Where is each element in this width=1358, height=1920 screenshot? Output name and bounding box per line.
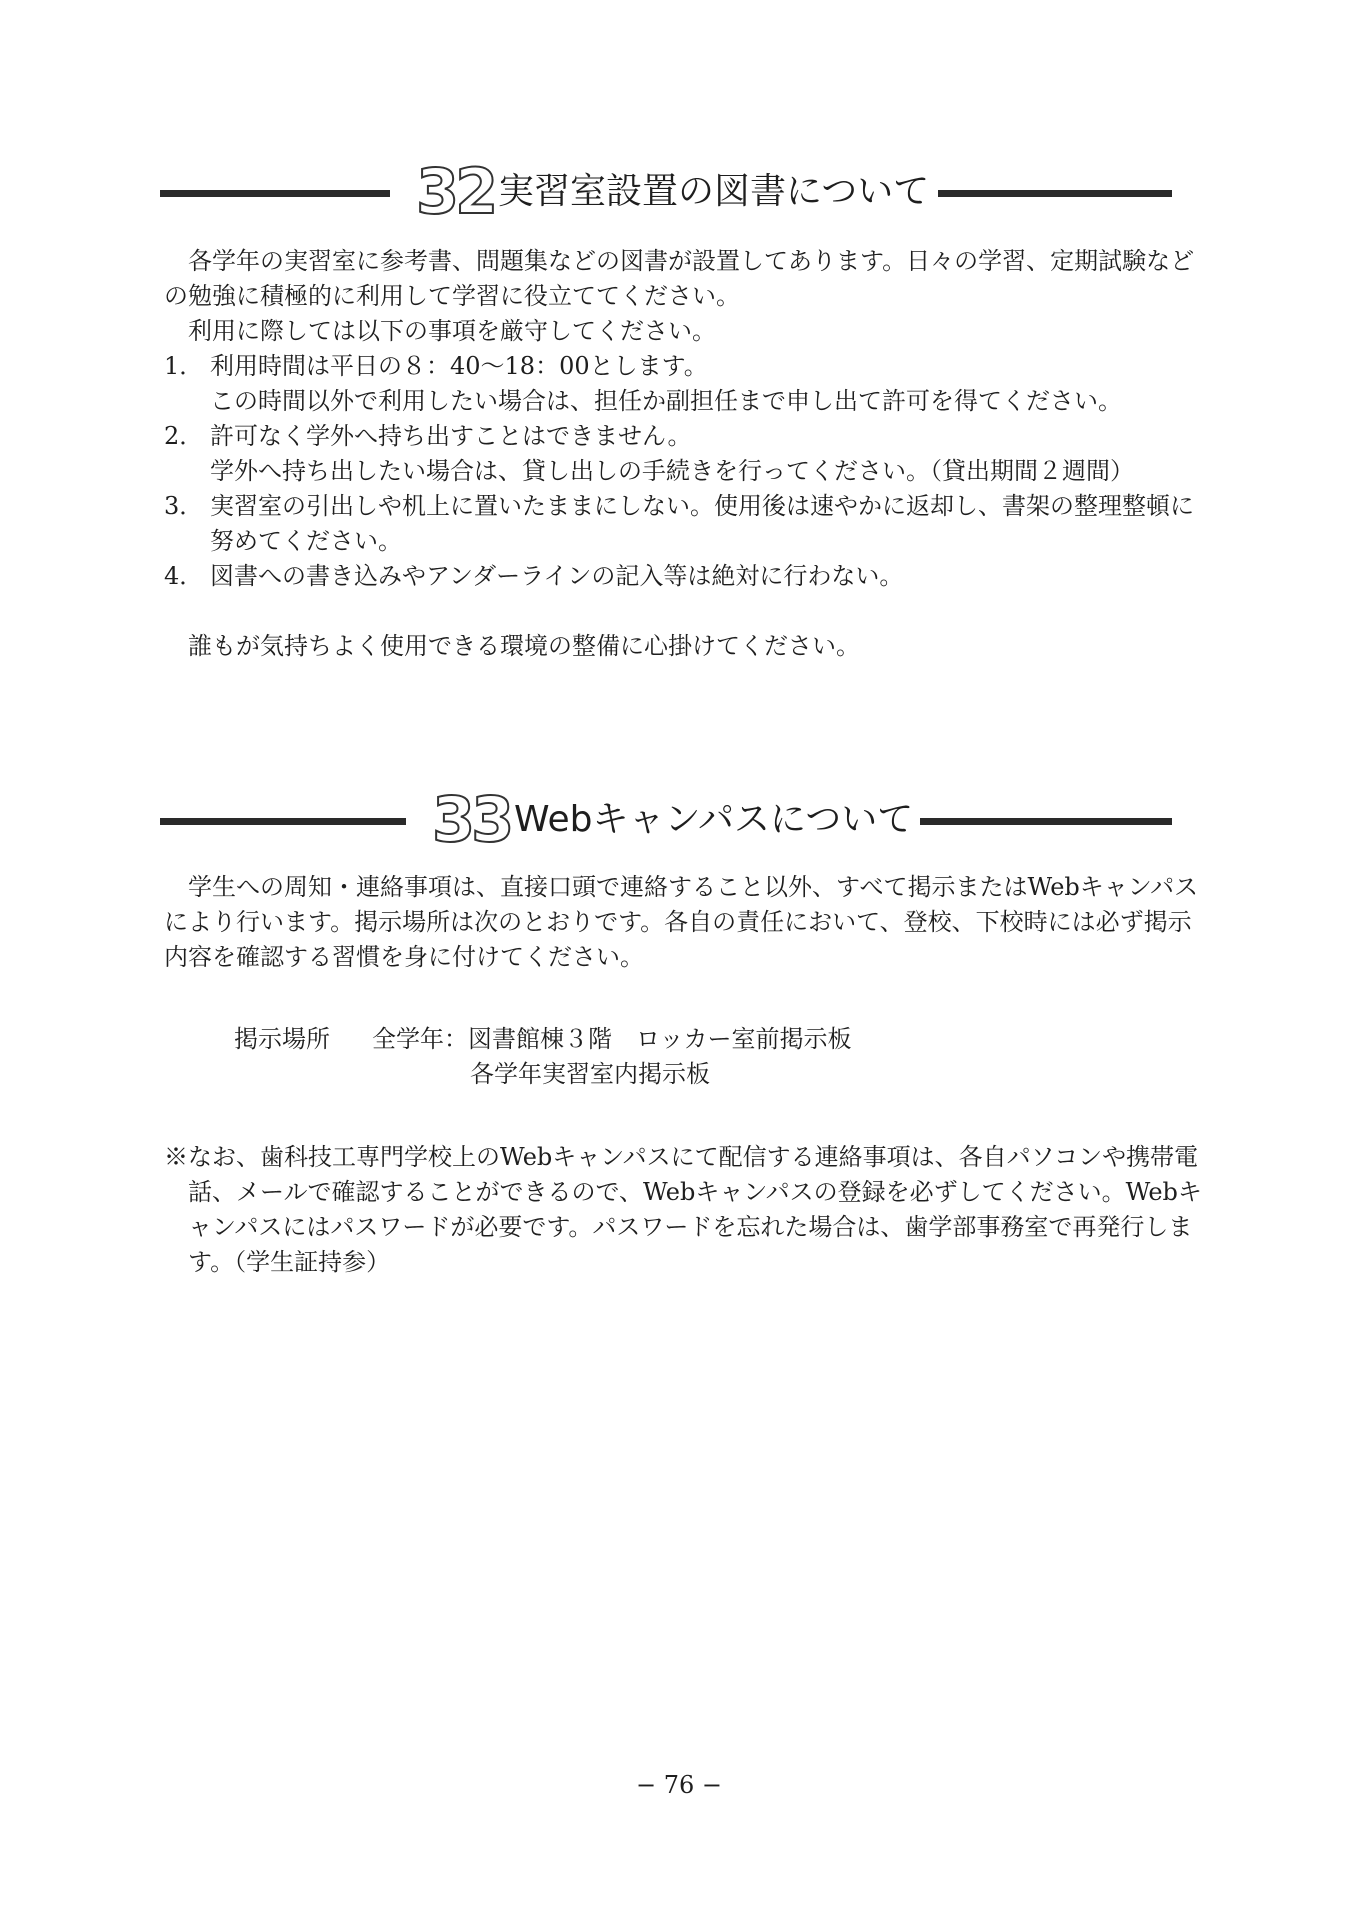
closing-line: 誰もが気持ちよく使用できる環境の整備に心掛けてください。 [188,632,860,660]
list-item [164,349,1174,384]
heading-rule-left [160,818,406,825]
list-text: 実習室の引出しや机上に置いたままにしない。使用後は速やかに返却し、書架の整理整頓に [210,492,1194,520]
list-continuation: 学外へ持ち出したい場合は、貸し出しの手続きを行ってください。（貸出期間２週間） [210,457,1134,485]
note-line: ※なお、歯科技工専門学校上のWebキャンパスにて配信する連絡事項は、各自パソコンや携帯電 [164,1143,1199,1171]
section-title: Webキャンパスについて [514,799,914,840]
section-number: 32 [416,155,495,228]
list-item [164,419,1174,454]
section-number: 33 [432,783,511,856]
section-32-heading [160,150,1172,240]
list-text: 図書への書き込みやアンダーラインの記入等は絶対に行わない。 [210,562,904,590]
heading-rule-right [938,190,1172,197]
note-block [164,1140,1202,1280]
board-label: 掲示場所 [234,1025,330,1053]
list-text: 許可なく学外へ持ち出すことはできません。 [210,422,692,450]
section-33-heading [160,778,1172,868]
list-number: 2． [164,422,204,450]
body-line: 利用に際しては以下の事項を厳守してください。 [188,317,716,345]
list-number: 3． [164,492,204,520]
list-continuation: この時間以外で利用したい場合は、担任か副担任まで申し出て許可を得てください。 [210,387,1122,415]
list-number: 4． [164,562,204,590]
list-item [164,559,1174,594]
note-line: す。（学生証持参） [188,1248,391,1276]
list-continuation: 努めてください。 [210,527,402,555]
section-33-body [164,870,1199,975]
body-line: の勉強に積極的に利用して学習に役立ててください。 [164,282,740,310]
heading-rule-right [920,818,1172,825]
board-location [164,1022,1174,1092]
list-text: 利用時間は平日の８：40〜18：00とします。 [210,352,708,380]
body-line: 内容を確認する習慣を身に付けてください。 [164,943,644,971]
body-line: 学生への周知・連絡事項は、直接口頭で連絡すること以外、すべて掲示またはWebキャンパス [188,873,1199,901]
section-title: 実習室設置の図書について [498,171,930,212]
section-32-body [164,244,1195,664]
list-number: 1． [164,352,204,380]
heading-rule-left [160,190,390,197]
page-number: − 76 − [635,1771,722,1799]
list-item [164,489,1194,524]
note-line: ャンパスにはパスワードが必要です。パスワードを忘れた場合は、歯学部事務室で再発行しま [188,1213,1193,1241]
board-row [164,1022,1174,1057]
board-grade: 全学年：図書館棟３階 ロッカー室前掲示板 [372,1025,852,1053]
body-line: により行います。掲示場所は次のとおりです。各自の責任において、登校、下校時には必ず掲示 [164,908,1192,936]
note-line: 話、メールで確認することができるので、Webキャンパスの登録を必ずしてください。Webキ [188,1178,1202,1206]
body-line: 各学年の実習室に参考書、問題集などの図書が設置してあります。日々の学習、定期試験など [188,247,1195,275]
board-second: 各学年実習室内掲示板 [470,1060,710,1088]
